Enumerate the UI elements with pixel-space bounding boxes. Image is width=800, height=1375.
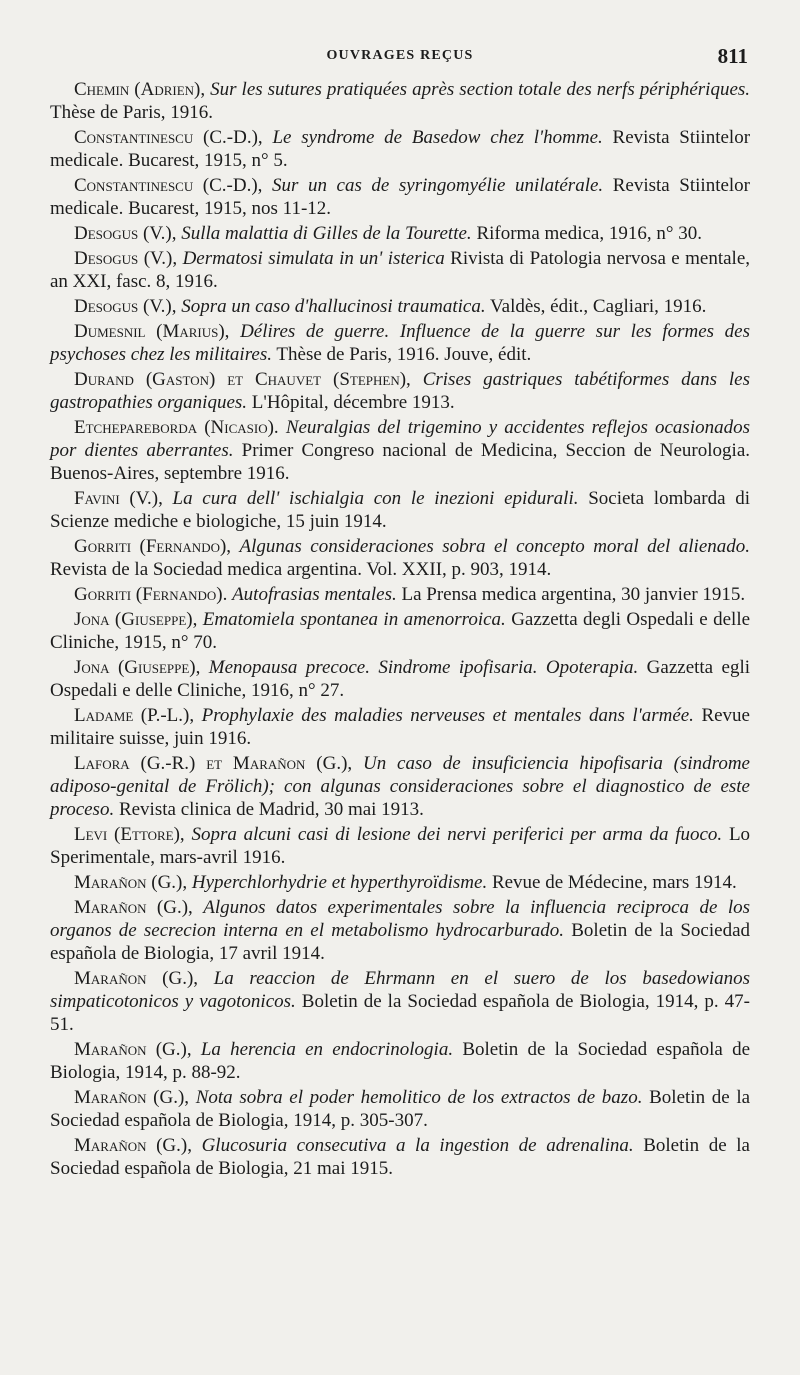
bibliography-entry [50, 871, 750, 894]
page-header [0, 44, 800, 74]
entry-author: Constantinescu (C.-D.), [74, 127, 263, 148]
entry-source: Revista clinica de Madrid, 30 mai 1913. [118, 799, 424, 820]
entry-source: Boletin de la Sociedad española de Biologia, 1914, p. 88-92. [50, 1039, 751, 1083]
entry-title: Crises gastriques tabétiformes dans les gastropathies organiques. [50, 369, 751, 413]
entry-author: Durand (Gaston) et Chauvet (Stephen), [74, 369, 411, 390]
bibliography-entry [50, 368, 750, 414]
entry-author: Gorriti (Fernando). [74, 584, 228, 605]
entry-title: La cura dell' ischialgia con le inezioni epidurali. [172, 488, 579, 509]
entry-author: Marañon (G.), [74, 1039, 192, 1060]
entry-author: Gorriti (Fernando), [74, 536, 232, 557]
entry-author: Jona (Giuseppe), [74, 609, 198, 630]
entry-source: Rivista di Patologia nervosa e mentale, an XXI, fasc. 8, 1916. [50, 248, 751, 292]
bibliography-entry [50, 320, 750, 366]
bibliography-entry [50, 583, 750, 606]
entry-title: Sulla malattia di Gilles de la Tourette. [181, 223, 472, 244]
bibliography-entry [50, 967, 750, 1036]
entry-title: Sopra alcuni casi di lesione dei nervi periferici per arma da fuoco. [191, 824, 723, 845]
bibliography-entry [50, 1038, 750, 1084]
entry-source: Riforma medica, 1916, n° 30. [476, 223, 702, 244]
bibliography-entry [50, 608, 750, 654]
bibliography-entry [50, 174, 750, 220]
entry-title: La herencia en endocrinologia. [200, 1039, 454, 1060]
entry-source: Thèse de Paris, 1916. Jouve, édit. [276, 344, 532, 365]
entry-title: Glucosuria consecutiva a la ingestion de adrenalina. [201, 1135, 634, 1156]
entry-source: Lo Sperimentale, mars-avril 1916. [50, 824, 751, 868]
entry-title: Sur un cas de syringomyélie unilatérale. [272, 175, 604, 196]
entry-source: Revue de Médecine, mars 1914. [491, 872, 737, 893]
entry-title: Algunos datos experimentales sobre la influencia reciproca de los organos de secrecion interna en el metabolismo hydrocarburado. [50, 897, 750, 941]
entry-source: Boletin de la Sociedad española de Biologia, 21 mai 1915. [50, 1135, 750, 1179]
bibliography-entry [50, 1086, 750, 1132]
bibliography-entry [50, 247, 750, 293]
entry-title: Sopra un caso d'hallucinosi traumatica. [181, 296, 486, 317]
entry-source: Boletin de la Sociedad española de Biologia, 1914, p. 47-51. [50, 991, 750, 1035]
entry-source: Societa lombarda di Scienze mediche e biologiche, 15 juin 1914. [50, 488, 751, 532]
entry-title: Autofrasias mentales. [232, 584, 397, 605]
bibliography-entry [50, 656, 750, 702]
entry-author: Marañon (G.), [74, 1087, 190, 1108]
entry-author: Constantinescu (C.-D.), [74, 175, 263, 196]
entry-title: Sur les sutures pratiquées après section totale des nerfs périphériques. [210, 79, 751, 100]
bibliography-entry [50, 535, 750, 581]
entry-source: Revista Stiintelor medicale. Bucarest, 1915, nos 11-12. [50, 175, 751, 219]
bibliography-entry [50, 752, 750, 821]
entry-author: Marañon (G.), [74, 968, 199, 989]
bibliography-entry [50, 78, 750, 124]
entry-author: Chemin (Adrien), [74, 79, 206, 100]
entry-author: Ladame (P.-L.), [74, 705, 195, 726]
entry-author: Marañon (G.), [74, 872, 188, 893]
entry-title: La reaccion de Ehrmann en el suero de los basedowianos simpaticotonicos y vagotonicos. [50, 968, 750, 1012]
bibliography-entry [50, 896, 750, 965]
entry-author: Etchepareborda (Nicasio). [74, 417, 279, 438]
entry-author: Desogus (V.), [74, 248, 178, 269]
entry-title: Dermatosi simulata in un' isterica [182, 248, 445, 269]
entry-author: Desogus (V.), [74, 223, 177, 244]
entry-source: Revue militaire suisse, juin 1916. [50, 705, 750, 749]
entry-author: Marañon (G.), [74, 897, 193, 918]
entry-title: Hyperchlorhydrie et hyperthyroïdisme. [191, 872, 488, 893]
entry-source: Revista de la Sociedad medica argentina. Vol. XXII, p. 903, 1914. [50, 559, 552, 580]
bibliography-entry [50, 704, 750, 750]
entry-source: Primer Congreso nacional de Medicina, Seccion de Neurologia. Buenos-Aires, septembre 1916. [50, 440, 750, 484]
bibliography-entry [50, 126, 750, 172]
entry-source: L'Hôpital, décembre 1913. [251, 392, 455, 413]
bibliography-entry [50, 222, 750, 245]
bibliography-entry [50, 295, 750, 318]
entry-title: Algunas consideraciones sobra el concepto moral del alienado. [239, 536, 751, 557]
entry-author: Marañon (G.), [74, 1135, 192, 1156]
entry-author: Levi (Ettore), [74, 824, 185, 845]
entry-source: Revista Stiintelor medicale. Bucarest, 1915, n° 5. [50, 127, 751, 171]
running-title: OUVRAGES REÇUS [326, 48, 474, 63]
entry-title: Menopausa precoce. Sindrome ipofisaria. Opoterapia. [208, 657, 639, 678]
entry-title: Nota sobra el poder hemolitico de los extractos de bazo. [195, 1087, 643, 1108]
entry-title: Délires de guerre. Influence de la guerre sur les formes des psychoses chez les militaires. [50, 321, 751, 365]
entry-author: Favini (V.), [74, 488, 163, 509]
entry-source: Valdès, édit., Cagliari, 1916. [490, 296, 707, 317]
bibliography-entry [50, 1134, 750, 1180]
entry-title: Un caso de insuficiencia hipofisaria (sindrome adiposo-genital de Frölich); con algunas consideraciones sobre el diagnostico de este proceso. [50, 753, 750, 820]
bibliography-entry [50, 487, 750, 533]
entry-title: Ematomiela spontanea in amenorroica. [202, 609, 506, 630]
entry-title: Prophylaxie des maladies nerveuses et mentales dans l'armée. [201, 705, 694, 726]
bibliography-entry [50, 416, 750, 485]
entry-title: Neuralgias del trigemino y accidentes reflejos ocasionados por dientes aberrantes. [50, 417, 751, 461]
bibliography-list [50, 78, 750, 1182]
entry-author: Desogus (V.), [74, 296, 177, 317]
entry-source: Boletin de la Sociedad española de Biologia, 1914, p. 305-307. [50, 1087, 751, 1131]
page-number: 811 [717, 44, 748, 68]
entry-author: Lafora (G.-R.) et Marañon (G.), [74, 753, 353, 774]
entry-author: Jona (Giuseppe), [74, 657, 201, 678]
entry-source: La Prensa medica argentina, 30 janvier 1915. [401, 584, 746, 605]
entry-source: Gazzetta egli Ospedali e delle Cliniche, 1916, n° 27. [50, 657, 750, 701]
entry-source: Gazzetta degli Ospedali e delle Cliniche, 1915, n° 70. [50, 609, 751, 653]
bibliography-entry [50, 823, 750, 869]
entry-author: Dumesnil (Marius), [74, 321, 230, 342]
entry-title: Le syndrome de Basedow chez l'homme. [272, 127, 603, 148]
entry-source: Boletin de la Sociedad española de Biologia, 17 avril 1914. [50, 920, 751, 964]
entry-source: Thèse de Paris, 1916. [50, 102, 214, 123]
